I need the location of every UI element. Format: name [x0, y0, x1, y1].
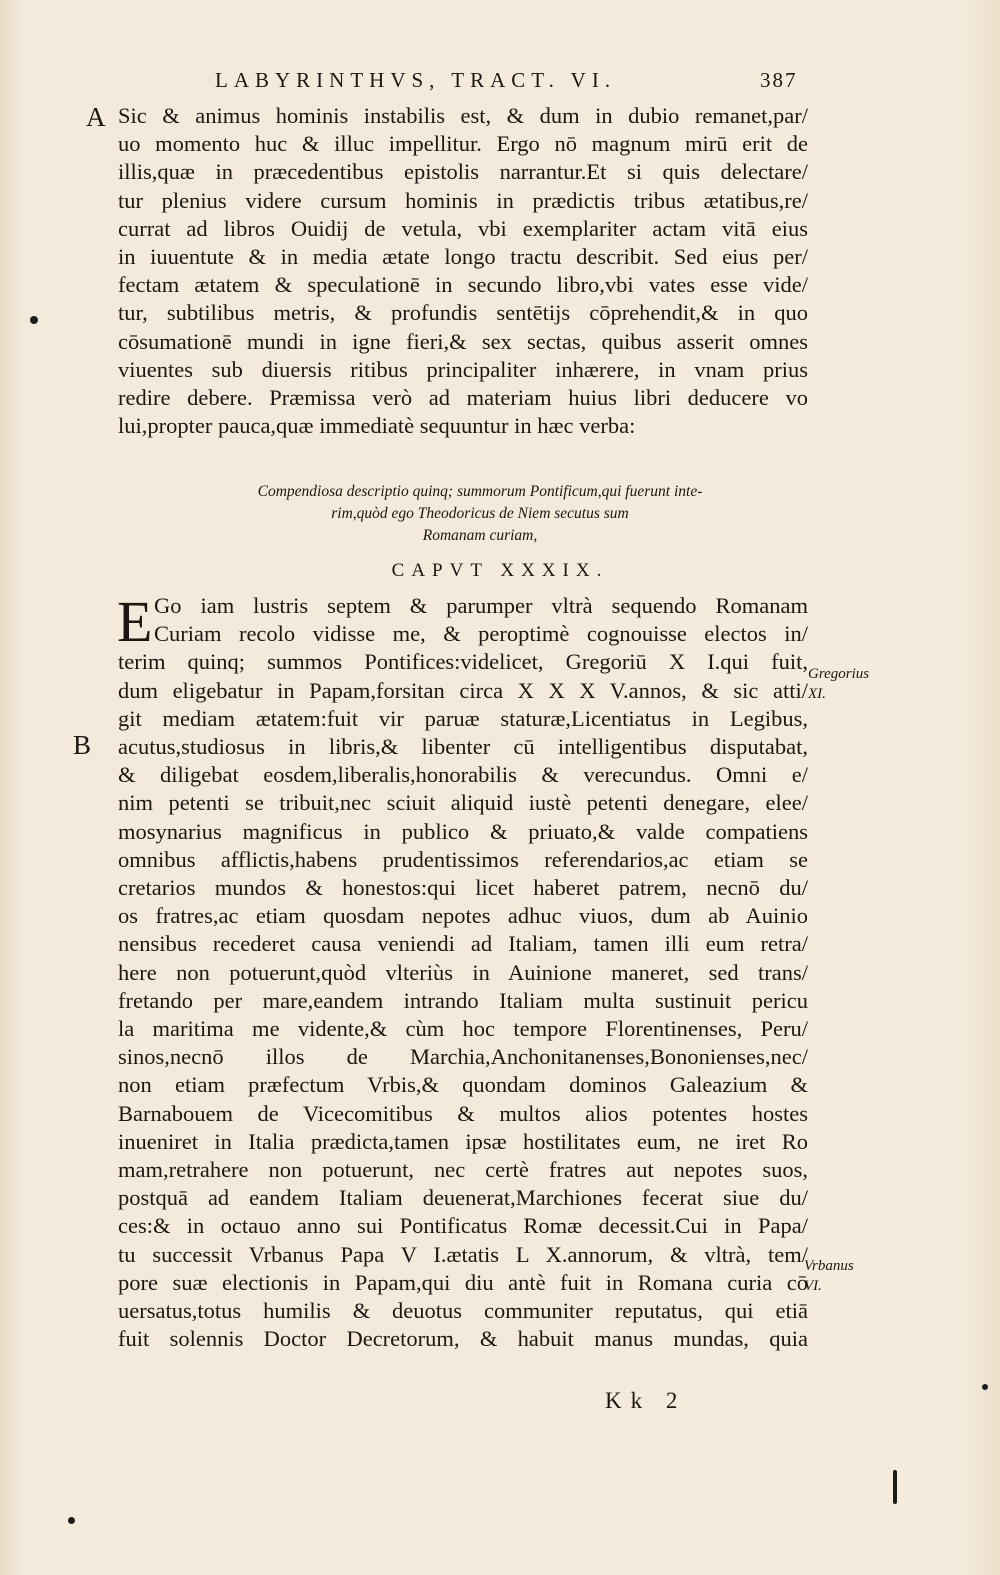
text-line: uersatus,totus humilis & deuotus communiter reputatus, qui etiā — [118, 1298, 808, 1324]
text-line: fretando per mare,eandem intrando Italiam multa sustinuit pericu — [118, 987, 808, 1013]
text-line: inueniret in Italia prædicta,tamen ipsæ hostilitates eum, ne iret Ro — [118, 1128, 808, 1154]
ink-speck — [30, 316, 38, 324]
sidenote-name: Gregorius — [808, 666, 870, 682]
chapter-heading — [150, 481, 810, 547]
text-line: acutus,studiosus in libris,& libenter cū intelligentibus disputabat, — [118, 734, 808, 760]
text-line: git mediam ætatem:fuit vir paruæ staturæ,Licentiatus in Legibus, — [118, 705, 808, 731]
text-line: lui,propter pauca,quæ immediatè sequuntur in hæc verba: — [118, 413, 636, 439]
text-line: mosynarius magnificus in publico & priuato,& valde compatiens — [118, 818, 808, 844]
heading-line: rim,quòd ego Theodoricus de Niem secutus sum — [331, 505, 629, 522]
text-line: tur plenius videre cursum hominis in prædictis tribus ætatibus,re/ — [118, 187, 808, 213]
page-number: 387 — [760, 68, 798, 92]
text-line: terim quinq; summos Pontifices:videlicet, Gregoriū X I.qui fuit, — [118, 649, 808, 675]
section-marker-b: B — [73, 730, 92, 760]
text-line: fectam ætatem & speculationē in secundo libro,vbi vates esse vide/ — [118, 272, 808, 298]
text-line: postquā ad eandem Italiam deuenerat,Marchiones fecerat siue du/ — [118, 1185, 808, 1211]
text-line: la maritima me vidente,& cùm hoc tempore Florentinenses, Peru/ — [118, 1016, 808, 1042]
ink-speck — [68, 1517, 75, 1524]
heading-line: Romanam curiam, — [422, 527, 538, 544]
text-line: illis,quæ in præcedentibus epistolis narrantur.Et si quis delectare/ — [118, 159, 808, 185]
intro-paragraph — [118, 102, 808, 440]
chapter-title: CAPVT XXXIX. — [391, 560, 609, 581]
sidenote-number: VI. — [804, 1278, 822, 1294]
text-line: omnibus afflictis,habens prudentissimos referendarios,ac etiam se — [118, 846, 808, 872]
text-line: in iuuentute & in media ætate longo tractu describit. Sed eius per/ — [118, 244, 808, 270]
ink-stroke — [893, 1470, 897, 1504]
section-marker-a: A — [86, 102, 106, 132]
text-line: dum eligebatur in Papam,forsitan circa X X X V.annos, & sic atti/ — [118, 677, 808, 703]
text-line: ces:& in octauo anno sui Pontificatus Romæ decessit.Cui in Papa/ — [118, 1213, 808, 1239]
running-head-title: LABYRINTHVS, TRACT. VI. — [215, 68, 617, 92]
text-line: currat ad libros Ouidij de vetula, vbi exemplariter actam vitā eius — [118, 215, 808, 241]
text-line: uo momento huc & illuc impellitur. Ergo nō magnum mirū erit de — [118, 131, 808, 157]
text-line: mam,retrahere non potuerunt, nec certè fratres aut nepotes suos, — [118, 1157, 808, 1183]
text-line: non etiam præfectum Vrbis,& quondam dominos Galeazium & — [118, 1072, 808, 1098]
running-head — [0, 68, 1000, 98]
text-line: nensibus recederet causa veniendi ad Italiam, tamen illi eum retra/ — [118, 931, 808, 957]
heading-line: Compendiosa descriptio quinq; summorum Pontificum,qui fuerunt inte- — [257, 483, 703, 500]
text-line: Go iam lustris septem & parumper vltrà sequendo Romanam — [154, 593, 808, 618]
text-line: cretarios mundos & honestos:qui licet haberet patrem, necnō du/ — [118, 875, 808, 901]
text-line: cōsumationē mundi in igne fieri,& sex sectas, quibus asserit omnes — [118, 328, 808, 354]
chapter-paragraph — [117, 589, 808, 1353]
text-line: here non potuerunt,quòd vlteriùs in Auinione maneret, sed trans/ — [118, 959, 808, 985]
text-line: Barnabouem de Vicecomitibus & multos alios potentes hostes — [118, 1100, 808, 1126]
text-line: viuentes sub diuersis ritibus principaliter inhærere, in vnam prius — [118, 356, 808, 382]
text-line: & diligebat eosdem,liberalis,honorabilis & verecundus. Omni e/ — [118, 762, 808, 788]
signature-mark: Kk 2 — [605, 1388, 687, 1413]
text-line: Sic & animus hominis instabilis est, & dum in dubio remanet,par/ — [118, 103, 808, 128]
sidenote-name: Vrbanus — [804, 1258, 854, 1274]
text-line: pore suæ electionis in Papam,qui diu antè fuit in Romana curia cō — [118, 1269, 808, 1295]
text-line: tu successit Vrbanus Papa V I.ætatis L X.annorum, & vltrà, tem/ — [118, 1241, 808, 1267]
text-line: os fratres,ac etiam quosdam nepotes adhuc viuos, dum ab Auinio — [118, 903, 808, 929]
sidenote-urbanus — [804, 1256, 854, 1296]
text-line: nim petenti se tribuit,nec sciuit aliquid iustè petenti denegare, elee/ — [118, 790, 808, 816]
text-line: sinos,necnō illos de Marchia,Anchonitanenses,Bononienses,nec/ — [118, 1044, 808, 1070]
text-line: tur, subtilibus metris, & profundis sentētijs cōprehendit,& in quo — [118, 300, 808, 326]
sidenote-number: XI. — [808, 686, 826, 702]
drop-cap: E — [117, 589, 153, 654]
text-line: fuit solennis Doctor Decretorum, & habuit manus mundas, quia — [118, 1326, 808, 1352]
ink-speck — [982, 1384, 988, 1390]
sidenote-gregorius — [808, 664, 869, 704]
text-line: Curiam recolo vidisse me, & peroptimè cognouisse electos in/ — [154, 621, 808, 647]
text-line: redire debere. Præmissa verò ad materiam huius libri deducere vo — [118, 385, 808, 411]
